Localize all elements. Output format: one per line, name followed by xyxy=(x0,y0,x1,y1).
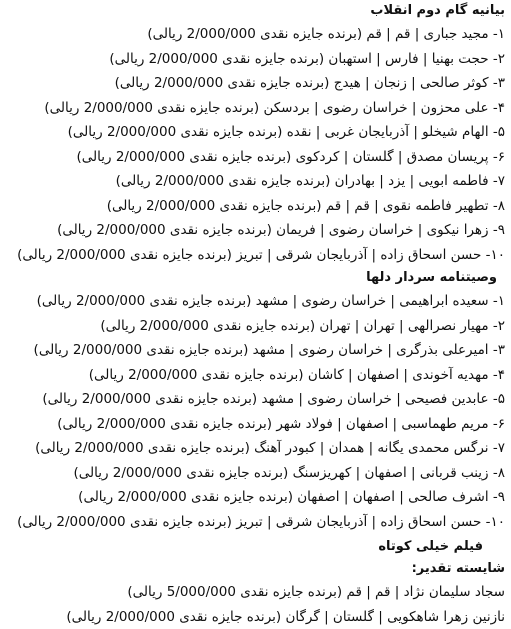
winner-entry: ۲- مهیار نصرالهی | تهران | تهران (برنده جایزه نقدی 2/000/000 ریالی) xyxy=(4,314,505,339)
winner-entry: نازنین زهرا شاهکویی | گلستان | گرگان (برنده جایزه نقدی 2/000/000 ریالی) xyxy=(4,605,505,629)
commendation-subtitle: شایسته تقدیر: xyxy=(4,558,505,580)
winner-entry: ۶- مریم طهماسبی | اصفهان | فولاد شهر (برنده جایزه نقدی 2/000/000 ریالی) xyxy=(4,412,505,437)
winner-entry: ۸- زینب قربانی | اصفهان | کهریزسنگ (برنده جایزه نقدی 2/000/000 ریالی) xyxy=(4,461,505,486)
winner-entry: ۶- پریسان مصدق | گلستان | کردکوی (برنده جایزه نقدی 2/000/000 ریالی) xyxy=(4,145,505,170)
winner-entry: ۳- امیرعلی بذرگری | خراسان رضوی | مشهد (برنده جایزه نقدی 2/000/000 ریالی) xyxy=(4,338,505,363)
winner-entry: سجاد سلیمان نژاد | قم | قم (برنده جایزه نقدی 5/000/000 ریالی) xyxy=(4,580,505,605)
winner-entry: ۱- مجید جباری | قم | قم (برنده جایزه نقدی 2/000/000 ریالی) xyxy=(4,22,505,47)
winner-entry: ۸- تطهیر فاطمه نقوی | قم | قم (برنده جایزه نقدی 2/000/000 ریالی) xyxy=(4,194,505,219)
winner-entry: ۱۰- حسن اسحاق زاده | آذربایجان شرقی | تبریز (برنده جایزه نقدی 2/000/000 ریالی) xyxy=(4,243,505,268)
winner-entry: ۵- الهام شیخلو | آذربایجان غربی | نقده (برنده جایزه نقدی 2/000/000 ریالی) xyxy=(4,120,505,145)
winner-entry: ۷- فاطمه ابویی | یزد | بهادران (برنده جایزه نقدی 2/000/000 ریالی) xyxy=(4,169,505,194)
winner-entry: ۷- نرگس محمدی یگانه | همدان | کبودر آهنگ (برنده جایزه نقدی 2/000/000 ریالی) xyxy=(4,436,505,461)
section-title-second-step-statement: بیانیه گام دوم انقلاب xyxy=(4,0,505,22)
winner-entry: ۱- سعیده ابراهیمی | خراسان رضوی | مشهد (برنده جایزه نقدی 2/000/000 ریالی) xyxy=(4,289,505,314)
winner-entry: ۲- حجت بهنیا | فارس | استهبان (برنده جایزه نقدی 2/000/000 ریالی) xyxy=(4,47,505,72)
winner-entry: ۴- مهدیه آخوندی | اصفهان | کاشان (برنده جایزه نقدی 2/000/000 ریالی) xyxy=(4,363,505,388)
winner-entry: ۴- علی محزون | خراسان رضوی | بردسکن (برنده جایزه نقدی 2/000/000 ریالی) xyxy=(4,96,505,121)
winner-entry: ۵- عابدین فصیحی | خراسان رضوی | مشهد (برنده جایزه نقدی 2/000/000 ریالی) xyxy=(4,387,505,412)
winner-entry: ۳- کوثر صالحی | زنجان | هیدج (برنده جایزه نقدی 2/000/000 ریالی) xyxy=(4,71,505,96)
winner-entry: ۹- اشرف صالحی | اصفهان | اصفهان (برنده جایزه نقدی 2/000/000 ریالی) xyxy=(4,485,505,510)
winner-entry: ۱۰- حسن اسحاق زاده | آذربایجان شرقی | تبریز (برنده جایزه نقدی 2/000/000 ریالی) xyxy=(4,510,505,535)
section-title-commander-will: وصیتنامه سردار دلها xyxy=(4,267,505,289)
section-title-short-film: فیلم خیلی کوتاه xyxy=(4,536,505,558)
winner-entry: ۹- زهرا نیکوی | خراسان رضوی | فریمان (برنده جایزه نقدی 2/000/000 ریالی) xyxy=(4,218,505,243)
